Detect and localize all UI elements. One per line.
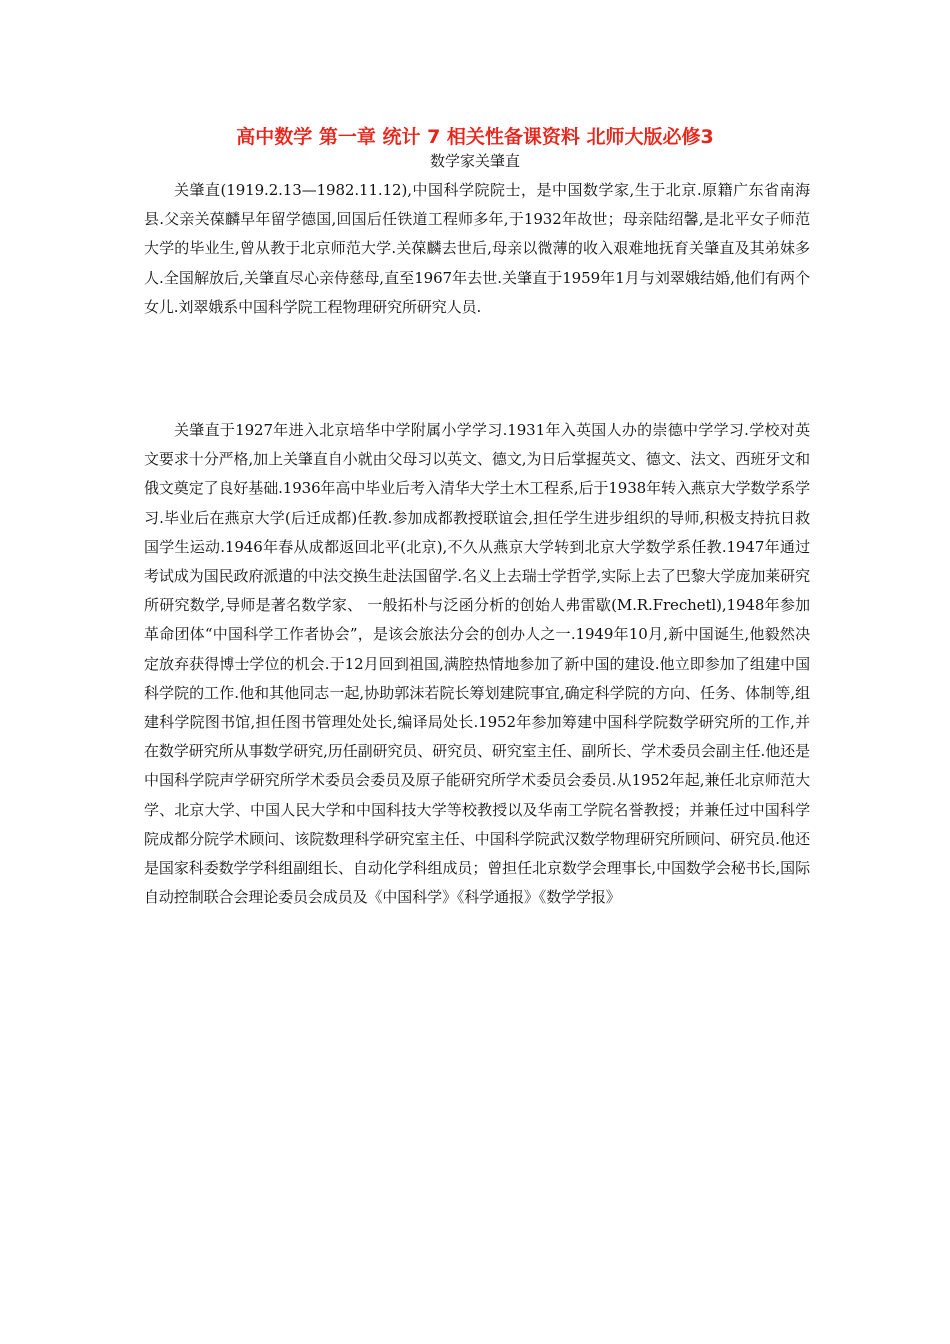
document-subtitle: 数学家关肇直: [429, 152, 520, 170]
paragraph-1: 关肇直(1919.2.13—1982.11.12),中国科学院院士，是中国数学家,生于北京.原籍广东省南海县.父亲关葆麟早年留学德国,回国后任铁道工程师多年,于1932年故世；母亲陆绍馨,是北平女子师范大学的毕业生,曾从教于北京师范大学.关葆麟去世后,母亲以微薄的收入艰难地抚育关肇直及其弟妹多人.全国解放后,关肇直尽心亲侍慈母,直至1967年去世.关肇直于1959年1月与刘翠娥结婚,他们有两个女儿.刘翠娥系中国科学院工程物理研究所研究人员.: [144, 181, 810, 316]
paragraph-2: 关肇直于1927年进入北京培华中学附属小学学习.1931年入英国人办的崇德中学学习.学校对英文要求十分严格,加上关肇直自小就由父母习以英文、德文,为日后掌握英文、德文、法文、西班牙文和俄文奠定了良好基础.1936年高中毕业后考入清华大学土木工程系,后于1938年转入燕京大学数学系学习.毕业后在燕京大学(后迁成都)任教.参加成都教授联谊会,担任学生进步组织的导师,积极支持抗日救国学生运动.1946年春从成都返回北平(北京),不久从燕京大学转到北京大学数学系任教.1947年通过考试成为国民政府派遣的中法交换生赴法国留学.名义上去瑞士学哲学,实际上去了巴黎大学庞加莱研究所研究数学,导师是著名数学家、 一般拓朴与泛函分析的创始人弗雷歇(M.R.Frechetl),1948年参加革命团体“中国科学工作者协会”，是该会旅法分会的创办人之一.1949年10月,新中国诞生,他毅然决定放弃获得博士学位的机会.于12月回到祖国,满腔热情地参加了新中国的建设.他立即参加了组建中国科学院的工作.他和其他同志一起,协助郭沫若院长筹划建院事宜,确定科学院的方向、任务、体制等,组建科学院图书馆,担任图书管理处处长,编译局处长.1952年参加筹建中国科学院数学研究所的工作,并在数学研究所从事数学研究,历任副研究员、研究员、研究室主任、副所长、学术委员会副主任.他还是中国科学院声学研究所学术委员会委员及原子能研究所学术委员会委员.从1952年起,兼任北京师范大学、北京大学、中国人民大学和中国科技大学等校教授以及华南工学院名誉教授；并兼任过中国科学院成都分院学术顾问、该院数理科学研究室主任、中国科学院武汉数学物理研究所顾问、研究员.他还是国家科委数学学科组副组长、自动化学科组成员；曾担任北京数学会理事长,中国数学会秘书长,国际自动控制联合会理论委员会成员及《中国科学》《科学通报》《数学学报》: [144, 421, 810, 907]
body-text-block-1: [144, 176, 810, 322]
body-text-block-2: [144, 416, 810, 912]
document-title: 高中数学 第一章 统计 7 相关性备课资料 北师大版必修3: [236, 126, 714, 148]
